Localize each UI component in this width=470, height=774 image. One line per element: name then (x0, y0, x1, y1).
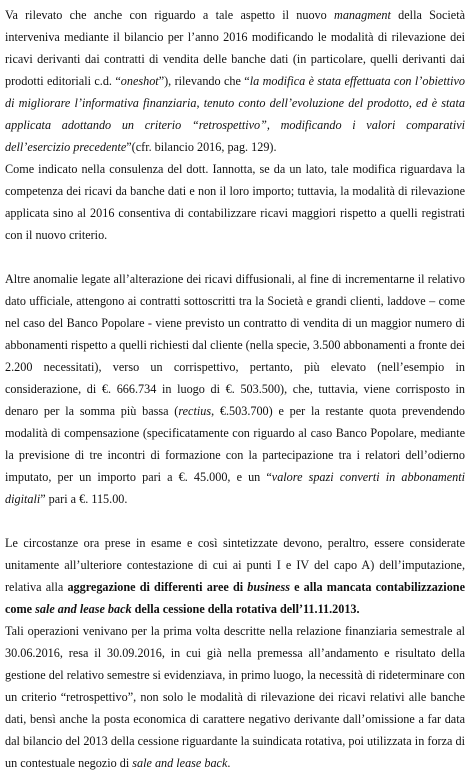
text-span-italic: rectius (178, 404, 212, 418)
text-span: Come indicato nella consulenza del dott. Iannotta, se da un lato, tale modifica riguardava la competenza dei ricavi da banche dati e non il loro importo; tuttavia, la modalità di rilevazione applicata sino al 2016 consentiva di contabilizzare ricavi maggiori rispetto a quelli registrati con il nuovo criterio. (5, 162, 465, 242)
text-span: , €.503.700) e per la restante quota prevendendo modalità di compensazione (specificatamente con riguardo al caso Banco Popolare, mediante la previsione di tre incontri di formazione con la partecipazione tra i relatori dell’odierno imputato, per un importo pari a €. 45.000, e un “ (5, 404, 465, 484)
text-span-italic: managment (334, 8, 391, 22)
text-span: Va rilevato che anche con riguardo a tale aspetto il nuovo (5, 8, 335, 22)
quotation-italic: la modifica è stata effettuata con l’obiettivo di migliorare l’informativa finanziaria, tenuto conto dell’evoluzione del prodotto, ed è stata applicata adottando un criterio “retrospettivo”, modificando i valori comparativi dell’esercizio precedente (5, 74, 465, 154)
paragraph-consulenza-iannotta (5, 158, 465, 246)
text-span: della Società interveniva mediante il bilancio per l’anno 2016 modificando le modalità di rilevazione dei ricavi derivanti dai contratti di vendita delle banche dati (in particolare, quelli derivanti dai prodotti editoriali c.d. “ (5, 8, 466, 88)
text-span-bold-italic (35, 602, 131, 616)
text-span-italic: oneshot (120, 74, 159, 88)
text-span-italic: valore spazi converti in abbonamenti digitali (5, 470, 465, 506)
document-page (5, 4, 465, 774)
text-span: ”), rilevando che “ (158, 74, 250, 88)
text-span-italic: sale and lease back (35, 602, 132, 616)
text-span: ”(cfr. bilancio 2016, pag. 129). (126, 140, 277, 154)
text-span: ” pari a €. 115.00. (40, 492, 128, 506)
paragraph-circostanze (5, 532, 465, 620)
text-span: Altre anomalie legate all’alterazione dei ricavi diffusionali, al fine di incrementarne il relativo dato ufficiale, attengono ai contratti sottoscritti tra la Società e grandi clienti, laddove – come nel caso del Banco Popolare - viene previsto un contratto di vendita di un maggior numero di abbonamenti rispetto a quelli richiesti dal cliente (nella specie, 3.500 abbonamenti a fronte dei 2.200 necessitati), verso un corrispettivo, pertanto, più elevato (nell’esempio in considerazione, di €. 666.734 in luogo di €. 503.500), che, tuttavia, viene corrisposto in denaro per la somma più bassa ( (5, 272, 465, 418)
paragraph-spacer (5, 246, 465, 268)
paragraph-spacer (5, 510, 465, 532)
text-span-italic: sale and lease back (132, 756, 228, 770)
text-span-bold: della cessione della rotativa dell’11.11.2013. (131, 602, 360, 616)
paragraph-managment-change (5, 4, 465, 158)
text-span-bold-italic (247, 580, 290, 594)
paragraph-altre-anomalie (5, 268, 465, 510)
text-span-bold: aggregazione di differenti aree di (67, 580, 248, 594)
paragraph-operazioni-semestrale (5, 620, 465, 774)
text-span-italic: business (247, 580, 290, 594)
text-span: Le circostanze ora prese in esame e così sintetizzate devono, peraltro, essere considerate unitamente all’ulteriore contestazione di cui ai punti I e IV del capo A) dell’imputazione, relativa alla (5, 536, 465, 594)
text-span-bold: e alla mancata contabilizzazione come (5, 580, 465, 616)
text-span: Tali operazioni venivano per la prima volta descritte nella relazione finanziaria semestrale al 30.06.2016, resa il 30.09.2016, in cui già nella premessa all’andamento e risultato della gestione del relativo semestre si evidenziava, in primo luogo, la necessità di rideterminare con un criterio “retrospettivo”, non solo le modalità di rilevazione dei ricavi relativi alle banche dati, bensì anche la posta economica di carattere negativo derivante dall’omissione a far data dal bilancio del 2013 della cessione riguardante la suindicata rotativa, poi utilizzata in forza di un contestuale negozio di (5, 624, 465, 770)
text-span: . (227, 756, 231, 770)
